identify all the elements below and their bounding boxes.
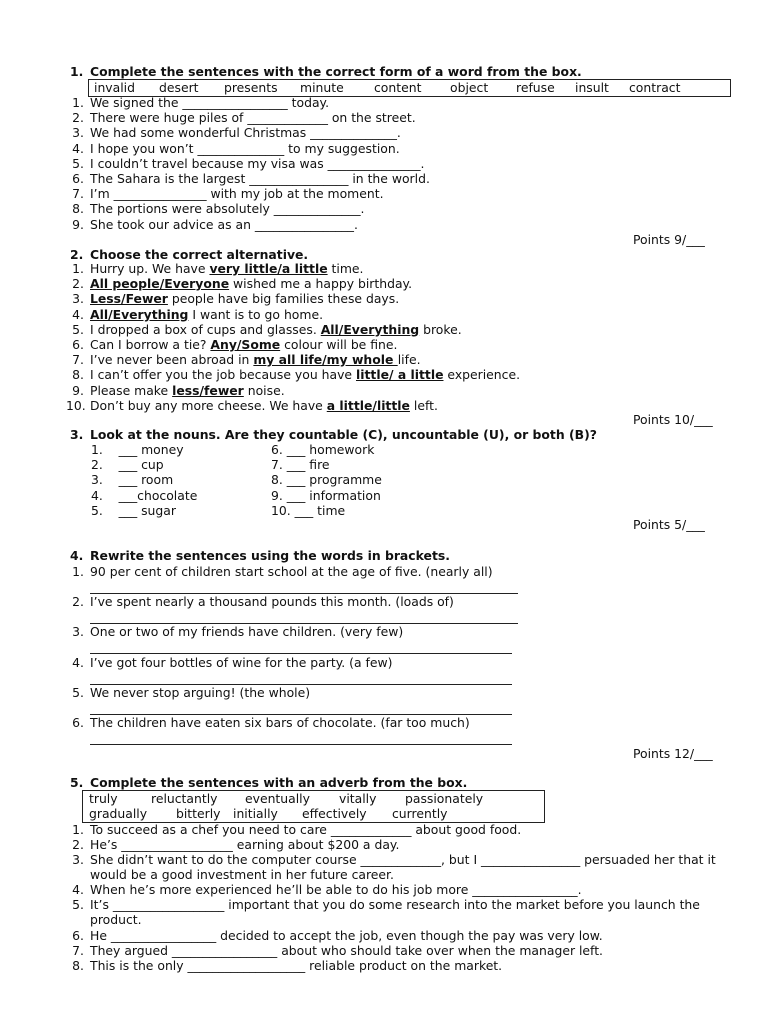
section-5-number: 5.	[70, 775, 84, 790]
box-word: effectively	[302, 806, 367, 821]
box-word: truly	[89, 791, 118, 806]
item-number: 5.	[72, 321, 84, 337]
box-word: gradually	[89, 806, 148, 821]
sentence-5-1: To succeed as a chef you need to care _____________ about good food.	[90, 822, 522, 837]
item-number: 5.	[72, 155, 84, 171]
sentence-1-2: There were huge piles of _____________ on the street.	[90, 110, 416, 126]
box-word: refuse	[516, 80, 555, 95]
item-number: 2.	[72, 837, 84, 852]
box-word: minute	[300, 80, 344, 95]
item-number: 6.	[72, 715, 84, 730]
noun-item: 6. ___ homework	[271, 442, 375, 457]
item-number: 7.	[72, 943, 84, 958]
section-4-points: Points 12/___	[633, 746, 713, 761]
sentence-2-6	[90, 337, 397, 352]
item-number: 4.	[72, 140, 84, 156]
sentence-4-5: We never stop arguing! (the whole)	[90, 684, 311, 700]
sentence-text: noise.	[243, 382, 285, 398]
sentence-text: life.	[397, 352, 421, 368]
noun-item: 8. ___ programme	[271, 472, 382, 488]
sentence-text: Hurry up. We have	[90, 261, 210, 276]
sentence-text: I want is to go home.	[188, 306, 324, 322]
sentence-text: left.	[409, 397, 438, 413]
item-number: 3.	[72, 125, 84, 141]
box-word: contract	[629, 80, 681, 95]
item-number: 8.	[72, 367, 84, 383]
alternative-choice[interactable]: All people/Everyone	[90, 276, 230, 292]
section-2-heading: Choose the correct alternative.	[90, 247, 309, 262]
sentence-text: broke.	[419, 321, 462, 337]
box-word: bitterly	[176, 806, 221, 821]
item-number: 6.	[72, 337, 84, 352]
item-number: 1.	[72, 95, 84, 110]
alternative-choice[interactable]: very little/a little	[209, 261, 328, 276]
noun-item: 4. ___chocolate	[91, 487, 198, 503]
sentence-1-6: The Sahara is the largest ________________ in the world.	[90, 171, 430, 186]
alternative-choice[interactable]: Any/Some	[210, 337, 281, 352]
alternative-choice[interactable]: a little/little	[326, 397, 410, 413]
sentence-5-3: She didn’t want to do the computer course _____________, but I ________________ persuaded her that it would be a good investment in her future career.	[90, 852, 716, 882]
item-number: 4.	[72, 882, 84, 897]
section-3-heading: Look at the nouns. Are they countable (C), uncountable (U), or both (B)?	[90, 427, 597, 442]
section-3-number: 3.	[70, 427, 84, 442]
box-word: passionately	[405, 791, 484, 806]
item-number: 6.	[72, 928, 84, 943]
sentence-text: colour will be fine.	[280, 337, 398, 352]
sentence-4-2: I’ve spent nearly a thousand pounds this month. (loads of)	[90, 594, 454, 610]
item-number: 8.	[72, 958, 84, 973]
sentence-4-4: I’ve got four bottles of wine for the party. (a few)	[90, 654, 393, 670]
sentence-1-8: The portions were absolutely ______________.	[90, 201, 365, 217]
box-word: object	[450, 80, 489, 95]
item-number: 3.	[72, 624, 84, 640]
sentence-4-6: The children have eaten six bars of chocolate. (far too much)	[90, 715, 470, 730]
section-1-heading: Complete the sentences with the correct form of a word from the box.	[90, 64, 582, 79]
item-number: 1.	[72, 261, 84, 276]
item-number: 2.	[72, 594, 84, 610]
box-word: desert	[159, 80, 199, 95]
sentence-text: people have big families these days.	[167, 291, 400, 307]
sentence-2-7	[90, 352, 421, 367]
sentence-5-5: It’s __________________ important that you do some research into the market before you launch the product.	[90, 897, 700, 927]
noun-item: 2. ___ cup	[91, 457, 164, 473]
sentence-text: wished me a happy birthday.	[229, 276, 413, 292]
answer-line[interactable]	[90, 744, 512, 745]
item-number: 4.	[72, 306, 84, 322]
section-3-points: Points 5/___	[633, 517, 705, 532]
item-number: 9.	[72, 382, 84, 398]
sentence-5-2: He’s __________________ earning about $200 a day.	[90, 837, 400, 852]
sentence-2-10	[90, 398, 438, 413]
noun-item: 1. ___ money	[91, 442, 184, 457]
item-number: 7.	[72, 352, 84, 368]
alternative-choice[interactable]: Less/Fewer	[90, 291, 168, 307]
sentence-5-7: They argued _________________ about who should take over when the manager left.	[90, 943, 604, 958]
sentence-5-4: When he’s more experienced he’ll be able to do his job more _________________.	[90, 882, 582, 897]
sentence-text: I dropped a box of cups and glasses.	[90, 321, 321, 337]
section-2-number: 2.	[70, 247, 84, 262]
box-word: presents	[224, 80, 278, 95]
item-number: 2.	[72, 110, 84, 126]
sentence-1-9: She took our advice as an ________________.	[90, 216, 358, 232]
section-5-heading: Complete the sentences with an adverb from the box.	[90, 775, 468, 790]
sentence-2-2	[90, 276, 412, 291]
section-2-points: Points 10/___	[633, 412, 713, 427]
sentence-1-7: I’m _______________ with my job at the moment.	[90, 186, 384, 202]
sentence-5-8: This is the only ___________________ reliable product on the market.	[90, 958, 503, 973]
sentence-5-6: He _________________ decided to accept the job, even though the pay was very low.	[90, 928, 603, 943]
alternative-choice[interactable]: less/fewer	[172, 382, 244, 398]
sentence-2-5	[90, 322, 462, 337]
section-4-heading: Rewrite the sentences using the words in brackets.	[90, 548, 450, 563]
sentence-2-1	[90, 261, 363, 276]
item-number: 10.	[66, 397, 86, 413]
sentence-text: I’ve never been abroad in	[90, 352, 254, 368]
box-word: reluctantly	[151, 791, 218, 806]
item-number: 7.	[72, 186, 84, 202]
box-word: eventually	[245, 791, 310, 806]
noun-item: 10. ___ time	[271, 502, 346, 518]
box-word: invalid	[94, 80, 135, 95]
sentence-text: I can’t offer you the job because you have	[90, 367, 356, 383]
box-word: content	[374, 80, 422, 95]
sentence-1-3: We had some wonderful Christmas ______________.	[90, 125, 401, 141]
sentence-4-3: One or two of my friends have children. (very few)	[90, 624, 404, 640]
sentence-1-5: I couldn’t travel because my visa was _______________.	[90, 155, 425, 171]
sentence-4-1: 90 per cent of children start school at the age of five. (nearly all)	[90, 564, 493, 579]
item-number: 5.	[72, 897, 84, 912]
alternative-choice[interactable]: All/Everything	[90, 306, 189, 322]
box-word: currently	[392, 806, 448, 821]
item-number: 8.	[72, 201, 84, 217]
sentence-2-8	[90, 367, 520, 382]
sentence-1-1: We signed the _________________ today.	[90, 95, 330, 110]
sentence-2-3	[90, 291, 399, 306]
item-number: 9.	[72, 216, 84, 232]
item-number: 6.	[72, 171, 84, 186]
alternative-choice[interactable]: little/ a little	[355, 367, 444, 383]
item-number: 4.	[72, 654, 84, 670]
noun-item: 7. ___ fire	[271, 457, 330, 473]
box-word: initially	[233, 806, 278, 821]
sentence-text: Can I borrow a tie?	[90, 337, 211, 352]
sentence-2-9	[90, 383, 285, 398]
item-number: 1.	[72, 564, 84, 579]
section-1-number: 1.	[70, 64, 84, 79]
item-number: 3.	[72, 291, 84, 307]
alternative-choice[interactable]: my all life/my whole	[253, 352, 398, 368]
sentence-text: Please make	[90, 382, 173, 398]
box-word: vitally	[339, 791, 377, 806]
noun-item: 3. ___ room	[91, 472, 174, 488]
sentence-2-4	[90, 307, 323, 322]
sentence-text: Don’t buy any more cheese. We have	[90, 397, 327, 413]
sentence-1-4: I hope you won’t ______________ to my suggestion.	[90, 140, 400, 156]
noun-item: 9. ___ information	[271, 487, 381, 503]
alternative-choice[interactable]: All/Everything	[320, 321, 420, 337]
section-1-points: Points 9/___	[633, 232, 705, 247]
sentence-text: experience.	[443, 367, 521, 383]
item-number: 3.	[72, 852, 84, 867]
noun-item: 5. ___ sugar	[91, 502, 176, 518]
item-number: 2.	[72, 276, 84, 292]
item-number: 1.	[72, 822, 84, 837]
box-word: insult	[575, 80, 609, 95]
section-4-number: 4.	[70, 548, 84, 563]
sentence-text: time.	[327, 261, 364, 276]
item-number: 5.	[72, 684, 84, 700]
